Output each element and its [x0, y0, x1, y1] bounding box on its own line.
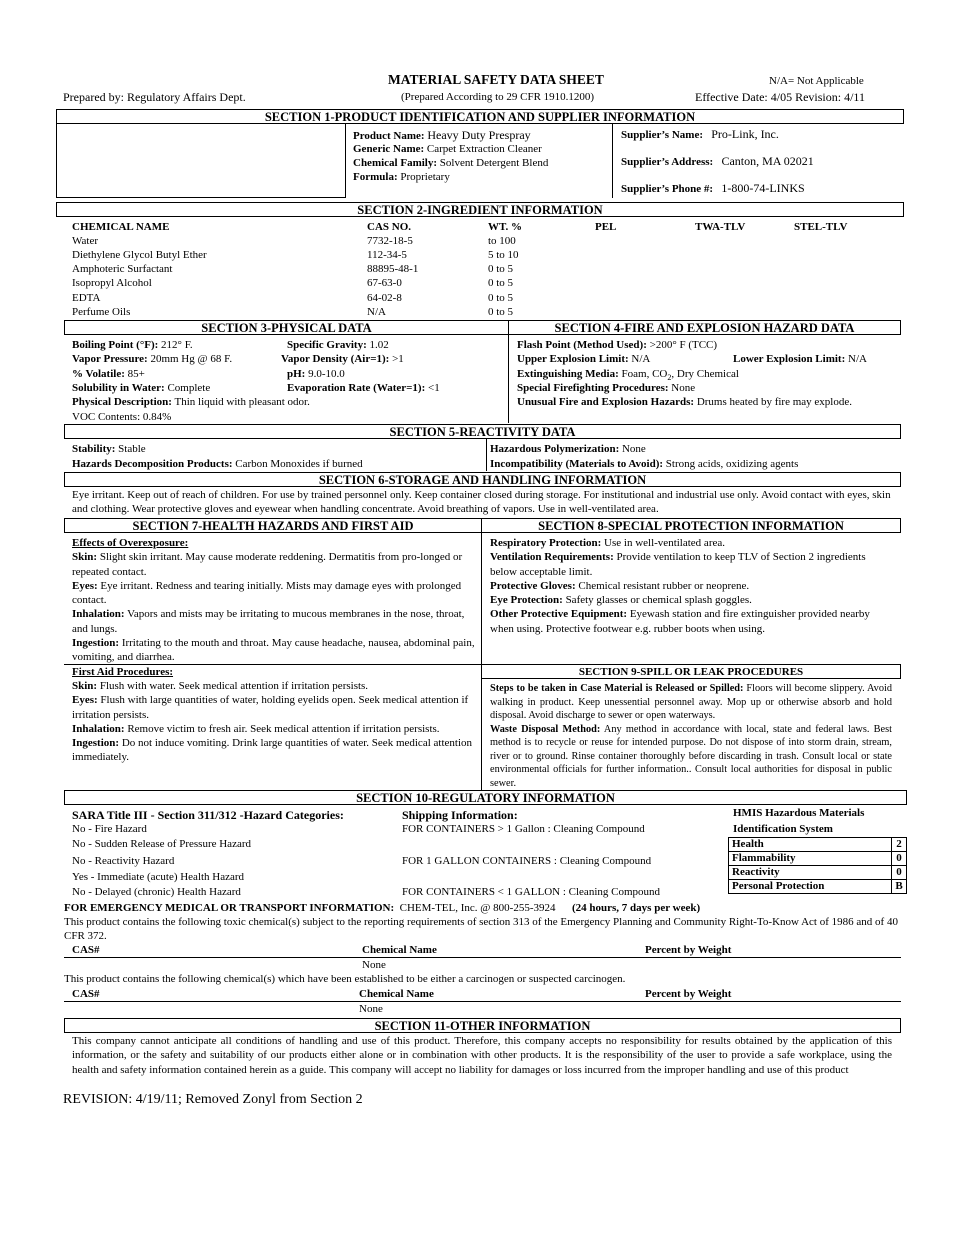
label: Skin: [72, 551, 98, 564]
toxic-col-name: Chemical Name [362, 944, 437, 956]
value: Strong acids, oxidizing agents [665, 458, 799, 470]
value: Vapors and mists may be irritating to mucous membranes in the nose, throat, and lungs. [72, 608, 465, 635]
label: Lower Explosion Limit: [733, 353, 846, 365]
effects-ingestion [72, 636, 477, 665]
label: Other Protective Equipment: [490, 608, 628, 621]
decomposition-products [72, 457, 363, 471]
ingredient-wt: 0 to 5 [488, 306, 514, 318]
hmis-label: Personal Protection [729, 880, 892, 894]
s1-bottom-border [56, 197, 346, 198]
hmis-value: 2 [892, 838, 907, 852]
hmis-subtitle: Identification System [733, 823, 833, 835]
incompatibility [490, 457, 798, 471]
label: Unusual Fire and Explosion Hazards: [517, 396, 695, 408]
boiling-point [72, 338, 193, 352]
value: 9.0-10.0 [308, 368, 345, 380]
ingredient-wt: 0 to 5 [488, 277, 514, 289]
effects-eyes [72, 579, 477, 608]
first-aid-separator [64, 664, 482, 665]
section-2-header: SECTION 2-INGREDIENT INFORMATION [56, 202, 904, 217]
toxic-col-pct: Percent by Weight [645, 944, 732, 956]
value: None [671, 382, 696, 394]
storage-handling-text: Eye irritant. Keep out of reach of children. For use by trained personnel only. Keep container closed during storage. For institutional and industrial use only. Avoid contact with eyes, skin and clothing. Wear protective gloves and eyewear when handling concentrate. Avoid breathing of vapors. Use in well-ventilated area. [72, 489, 891, 516]
label: Physical Description: [72, 396, 172, 408]
first-aid-inhalation [72, 722, 477, 736]
value: N/A [631, 353, 651, 365]
ingredient-cas: 64-02-8 [367, 292, 402, 304]
hazardous-polymerization [490, 442, 646, 456]
label: Chemical Family: [353, 157, 438, 169]
carc-col-pct: Percent by Weight [645, 988, 732, 1000]
hmis-row [729, 866, 907, 880]
ingredient-col-pel: PEL [595, 221, 617, 233]
value: Flush with large quantities of water, holding eyelids open. Seek medical attention if irritation persists. [72, 694, 469, 721]
value: Floors will become slippery. Avoid walking in product. Keep unessential personnel away. Mop up or otherwise absorb and hold disposal. Avoid discharge to sewer or open waterways. [490, 683, 892, 721]
value: , Dry Chemical [671, 368, 739, 380]
ingredient-cas: 67-63-0 [367, 277, 402, 289]
ingredient-col-cas: CAS NO. [367, 221, 412, 233]
revision-note: REVISION: 4/19/11; Removed Zonyl from Section 2 [63, 1092, 363, 1107]
respiratory-protection [490, 536, 895, 550]
first-aid-ingestion [72, 736, 477, 765]
value: 212° F. [161, 339, 193, 351]
physical-description [72, 395, 310, 409]
label: FOR EMERGENCY MEDICAL OR TRANSPORT INFORMATION: [64, 902, 395, 914]
carc-col-name: Chemical Name [359, 988, 434, 1000]
shipping-small: FOR CONTAINERS < 1 GALLON : Cleaning Compound [402, 886, 661, 898]
label: Solubility in Water: [72, 382, 165, 394]
label: Eyes: [72, 579, 98, 592]
waste-disposal [490, 723, 892, 791]
na-note: N/A= Not Applicable [769, 75, 864, 87]
effects-title: Effects of Overexposure: [72, 537, 189, 549]
supplier-address-row [621, 154, 814, 169]
ingredient-wt: 5 to 10 [488, 249, 519, 261]
value: Any method in accordance with local, state and federal laws. Best method is to recycle or reuse for intended purpose. Do not dispose of into storm drain, stream, river or to ground. Rinse container thoroughly before discarding in trash. Consult local or state environmental officials for further information.. Consult local authorities for disposal in public sewer. [490, 723, 892, 789]
label: Specific Gravity: [287, 339, 367, 351]
section-9-content [490, 682, 892, 790]
value: Chemical resistant rubber or neoprene. [578, 579, 750, 592]
flash-point [517, 338, 717, 352]
label: Ingestion: [72, 737, 120, 750]
ingredient-cas: N/A [367, 306, 386, 318]
document-title: MATERIAL SAFETY DATA SHEET [388, 72, 604, 87]
ingredient-wt: 0 to 5 [488, 263, 514, 275]
value: >200° F (TCC) [649, 339, 718, 351]
hmis-row [729, 880, 907, 894]
label: Steps to be taken in Case Material is Released or Spilled: [490, 683, 744, 694]
label: Flash Point (Method Used): [517, 339, 647, 351]
sara-pressure: No - Sudden Release of Pressure Hazard [72, 838, 251, 850]
value: 1.02 [369, 339, 389, 351]
label: Supplier’s Name: [621, 129, 703, 141]
section-7-content [72, 536, 477, 765]
value: Complete [167, 382, 211, 394]
subscript: 2 [667, 373, 672, 383]
hmis-row [729, 852, 907, 866]
carc-col-cas: CAS# [72, 988, 100, 1000]
section-5-header: SECTION 5-REACTIVITY DATA [64, 424, 901, 439]
ingredient-wt: to 100 [488, 235, 516, 247]
product-name: Heavy Duty Prespray [427, 128, 531, 142]
shipping-large: FOR CONTAINERS > 1 Gallon : Cleaning Compound [402, 823, 645, 835]
ingredient-col-wt: WT. % [488, 221, 523, 233]
supplier-address: Canton, MA 02021 [721, 154, 814, 168]
label: Evaporation Rate (Water=1): [287, 382, 426, 394]
label: Boiling Point (°F): [72, 339, 159, 351]
hmis-label: Flammability [729, 852, 892, 866]
ingredient-name: Water [72, 235, 98, 247]
label: Waste Disposal Method: [490, 723, 601, 735]
ingredient-cas: 7732-18-5 [367, 235, 413, 247]
value: 85+ [127, 368, 145, 380]
sara-fire: No - Fire Hazard [72, 823, 147, 835]
formula-row [353, 170, 450, 184]
hmis-title: HMIS Hazardous Materials [733, 807, 865, 819]
shipping-one-gallon: FOR 1 GALLON CONTAINERS : Cleaning Compound [402, 855, 652, 867]
label: Generic Name: [353, 143, 425, 155]
spill-steps [490, 682, 892, 723]
toxic-table-rule [64, 957, 901, 958]
label: Inhalation: [72, 722, 125, 735]
effects-skin [72, 550, 477, 579]
value: Do not induce vomiting. Drink large quantities of water. Seek medical attention immediately. [72, 737, 472, 764]
lower-explosion-limit [733, 352, 867, 366]
s1-divider-1 [345, 124, 346, 198]
sara-reactivity: No - Reactivity Hazard [72, 855, 175, 867]
volatile [72, 367, 145, 381]
first-aid-skin [72, 679, 477, 693]
section-7-header: SECTION 7-HEALTH HAZARDS AND FIRST AID [64, 518, 482, 533]
label: Protective Gloves: [490, 579, 576, 592]
ingredient-name: Isopropyl Alcohol [72, 277, 152, 289]
value: Use in well-ventilated area. [604, 537, 725, 549]
s1-divider-2 [612, 124, 613, 198]
label: Inhalation: [72, 608, 125, 621]
section-8-content [490, 536, 895, 636]
upper-explosion-limit [517, 352, 650, 366]
label: Eye Protection: [490, 594, 563, 607]
product-name-row [353, 128, 531, 143]
section-4-header: SECTION 4-FIRE AND EXPLOSION HAZARD DATA [508, 320, 901, 335]
value: Carbon Monoxides if burned [235, 458, 363, 470]
sara-title: SARA Title III - Section 311/312 -Hazard Categories: [72, 808, 344, 822]
section-11-header: SECTION 11-OTHER INFORMATION [64, 1018, 901, 1033]
hmis-label: Reactivity [729, 866, 892, 880]
label: Vapor Pressure: [72, 353, 148, 365]
ingredient-wt: 0 to 5 [488, 292, 514, 304]
generic-name-row [353, 142, 542, 156]
prepared-according: (Prepared According to 29 CFR 1910.1200) [401, 91, 595, 103]
label: Respiratory Protection: [490, 537, 602, 549]
value: Eye irritant. Redness and tearing initially. Mists may damage eyes with prolonged contact. [72, 579, 462, 607]
label: Supplier’s Phone #: [621, 183, 714, 195]
label: Formula: [353, 171, 398, 183]
voc-contents: VOC Contents: 0.84% [72, 411, 172, 423]
label: Product Name: [353, 130, 425, 142]
stability [72, 442, 146, 456]
label: Ingestion: [72, 637, 120, 650]
label: Incompatibility (Materials to Avoid): [490, 458, 664, 470]
ingredient-col-twa: TWA-TLV [695, 221, 746, 233]
value: >1 [392, 353, 404, 365]
ph [287, 367, 345, 381]
supplier-phone: 1-800-74-LINKS [721, 181, 805, 195]
sara-acute: Yes - Immediate (acute) Health Hazard [72, 871, 245, 883]
first-aid-title: First Aid Procedures: [72, 665, 174, 678]
label: Extinguishing Media: [517, 368, 619, 380]
solubility [72, 381, 210, 395]
s1-left-border [56, 124, 57, 198]
value: Thin liquid with pleasant odor. [174, 396, 310, 408]
effects-inhalation [72, 607, 477, 636]
value: Flush with water. Seek medical attention if irritation persists. [99, 679, 369, 692]
ingredient-col-name: CHEMICAL NAME [72, 221, 170, 233]
unusual-hazards [517, 395, 852, 409]
firefighting-procedures [517, 381, 695, 395]
other-protective-equipment [490, 607, 895, 636]
sara-chronic: No - Delayed (chronic) Health Hazard [72, 886, 241, 898]
value: Eyewash station and fire extinguisher provided nearby when using. Protective footwear e.g. rubber boots when using. [490, 608, 870, 635]
label: Hazards Decomposition Products: [72, 458, 233, 470]
label: Vapor Density (Air=1): [281, 353, 390, 365]
toxic-chemicals-text: This product contains the following toxic chemical(s) subject to the reporting requirements of section 313 of the Emergency Planning and Community Right-To-Know Act of 1986 and of 40 CFR 372. [64, 916, 898, 943]
value: Safety glasses or chemical splash goggles. [565, 594, 752, 607]
supplier-phone-row [621, 181, 805, 196]
value: Foam, CO [621, 368, 668, 380]
ingredient-name: Diethylene Glycol Butyl Ether [72, 249, 207, 261]
section-9-header: SECTION 9-SPILL OR LEAK PROCEDURES [481, 664, 901, 679]
value: Provide ventilation to keep TLV of Section 2 ingredients below acceptable limit. [490, 551, 866, 578]
toxic-col-cas: CAS# [72, 944, 100, 956]
ingredient-col-stel: STEL-TLV [794, 221, 848, 233]
label: Ventilation Requirements: [490, 551, 614, 564]
prepared-by: Prepared by: Regulatory Affairs Dept. [63, 90, 246, 104]
hmis-value: B [892, 880, 907, 894]
carcinogen-text: This product contains the following chemical(s) which have been established to be either a carcinogen or suspected carcinogen. [64, 973, 626, 985]
label: Special Firefighting Procedures: [517, 382, 669, 394]
eye-protection [490, 593, 895, 607]
chemical-family-row [353, 156, 548, 170]
protective-gloves [490, 579, 895, 593]
emergency-info [64, 901, 700, 915]
toxic-none: None [362, 959, 386, 971]
value: Remove victim to fresh air. Seek medical attention if irritation persists. [127, 722, 440, 735]
ingredient-name: Perfume Oils [72, 306, 131, 318]
label: Eyes: [72, 694, 98, 707]
hmis-value: 0 [892, 852, 907, 866]
label: Stability: [72, 443, 116, 455]
supplier-name-row [621, 127, 779, 142]
value: Irritating to the mouth and throat. May cause headache, nausea, abdominal pain, vomiting, and diarrhea. [72, 637, 475, 664]
first-aid-eyes [72, 693, 477, 722]
carc-none: None [359, 1003, 383, 1015]
section-3-header: SECTION 3-PHYSICAL DATA [64, 320, 509, 335]
value: CHEM-TEL, Inc. @ 800-255-3924 [399, 902, 556, 914]
label: Supplier’s Address: [621, 156, 714, 168]
specific-gravity [287, 338, 389, 352]
supplier-name: Pro-Link, Inc. [711, 127, 779, 141]
ingredient-name: EDTA [72, 292, 101, 304]
label: Upper Explosion Limit: [517, 353, 629, 365]
s5-divider [486, 439, 487, 471]
s3-s4-divider [508, 335, 509, 423]
ingredient-cas: 88895-48-1 [367, 263, 419, 275]
other-information-text: This company cannot anticipate all conditions of handling and use of this product. Therefore, this company accepts no responsibility for results obtained by the application of this information, or the safety and suitability of our products either alone or in combination with other products. It is the responsibility of the user to provide a safe workplace, using the health and safety information contained herein as a guide. This company will accept no liability for damages or loss incurred from the improper handling and use of this product [72, 1035, 892, 1076]
carc-table-rule [64, 1001, 901, 1002]
evaporation-rate [287, 381, 440, 395]
value: Slight skin irritant. May cause moderate reddening. Dermatitis from pro-longed or repeated contact. [72, 551, 463, 578]
ingredient-name: Amphoteric Surfactant [72, 263, 173, 275]
label: Hazardous Polymerization: [490, 443, 620, 455]
section-1-header: SECTION 1-PRODUCT IDENTIFICATION AND SUPPLIER INFORMATION [56, 109, 904, 124]
ingredient-cas: 112-34-5 [367, 249, 407, 261]
value: <1 [428, 382, 440, 394]
vapor-density [281, 352, 404, 366]
generic-name: Carpet Extraction Cleaner [426, 143, 542, 155]
section-10-header: SECTION 10-REGULATORY INFORMATION [64, 790, 907, 805]
value: Stable [118, 443, 146, 455]
ventilation-requirements [490, 550, 895, 579]
hmis-table [728, 837, 907, 894]
label: % Volatile: [72, 368, 125, 380]
value: N/A [848, 353, 867, 365]
effective-date: Effective Date: 4/05 Revision: 4/11 [695, 90, 865, 104]
hours: (24 hours, 7 days per week) [572, 902, 701, 914]
s7-divider [481, 533, 482, 790]
chemical-family: Solvent Detergent Blend [439, 157, 549, 169]
hmis-label: Health [729, 838, 892, 852]
value: 20mm Hg @ 68 F. [150, 353, 233, 365]
hmis-value: 0 [892, 866, 907, 880]
formula: Proprietary [400, 171, 450, 183]
vapor-pressure [72, 352, 232, 366]
value: None [621, 443, 646, 455]
hmis-row [729, 838, 907, 852]
label: pH: [287, 368, 306, 380]
label: Skin: [72, 679, 98, 692]
value: Drums heated by fire may explode. [696, 396, 852, 408]
shipping-title: Shipping Information: [402, 808, 518, 822]
section-8-header: SECTION 8-SPECIAL PROTECTION INFORMATION [481, 518, 901, 533]
section-6-header: SECTION 6-STORAGE AND HANDLING INFORMATION [64, 472, 901, 487]
